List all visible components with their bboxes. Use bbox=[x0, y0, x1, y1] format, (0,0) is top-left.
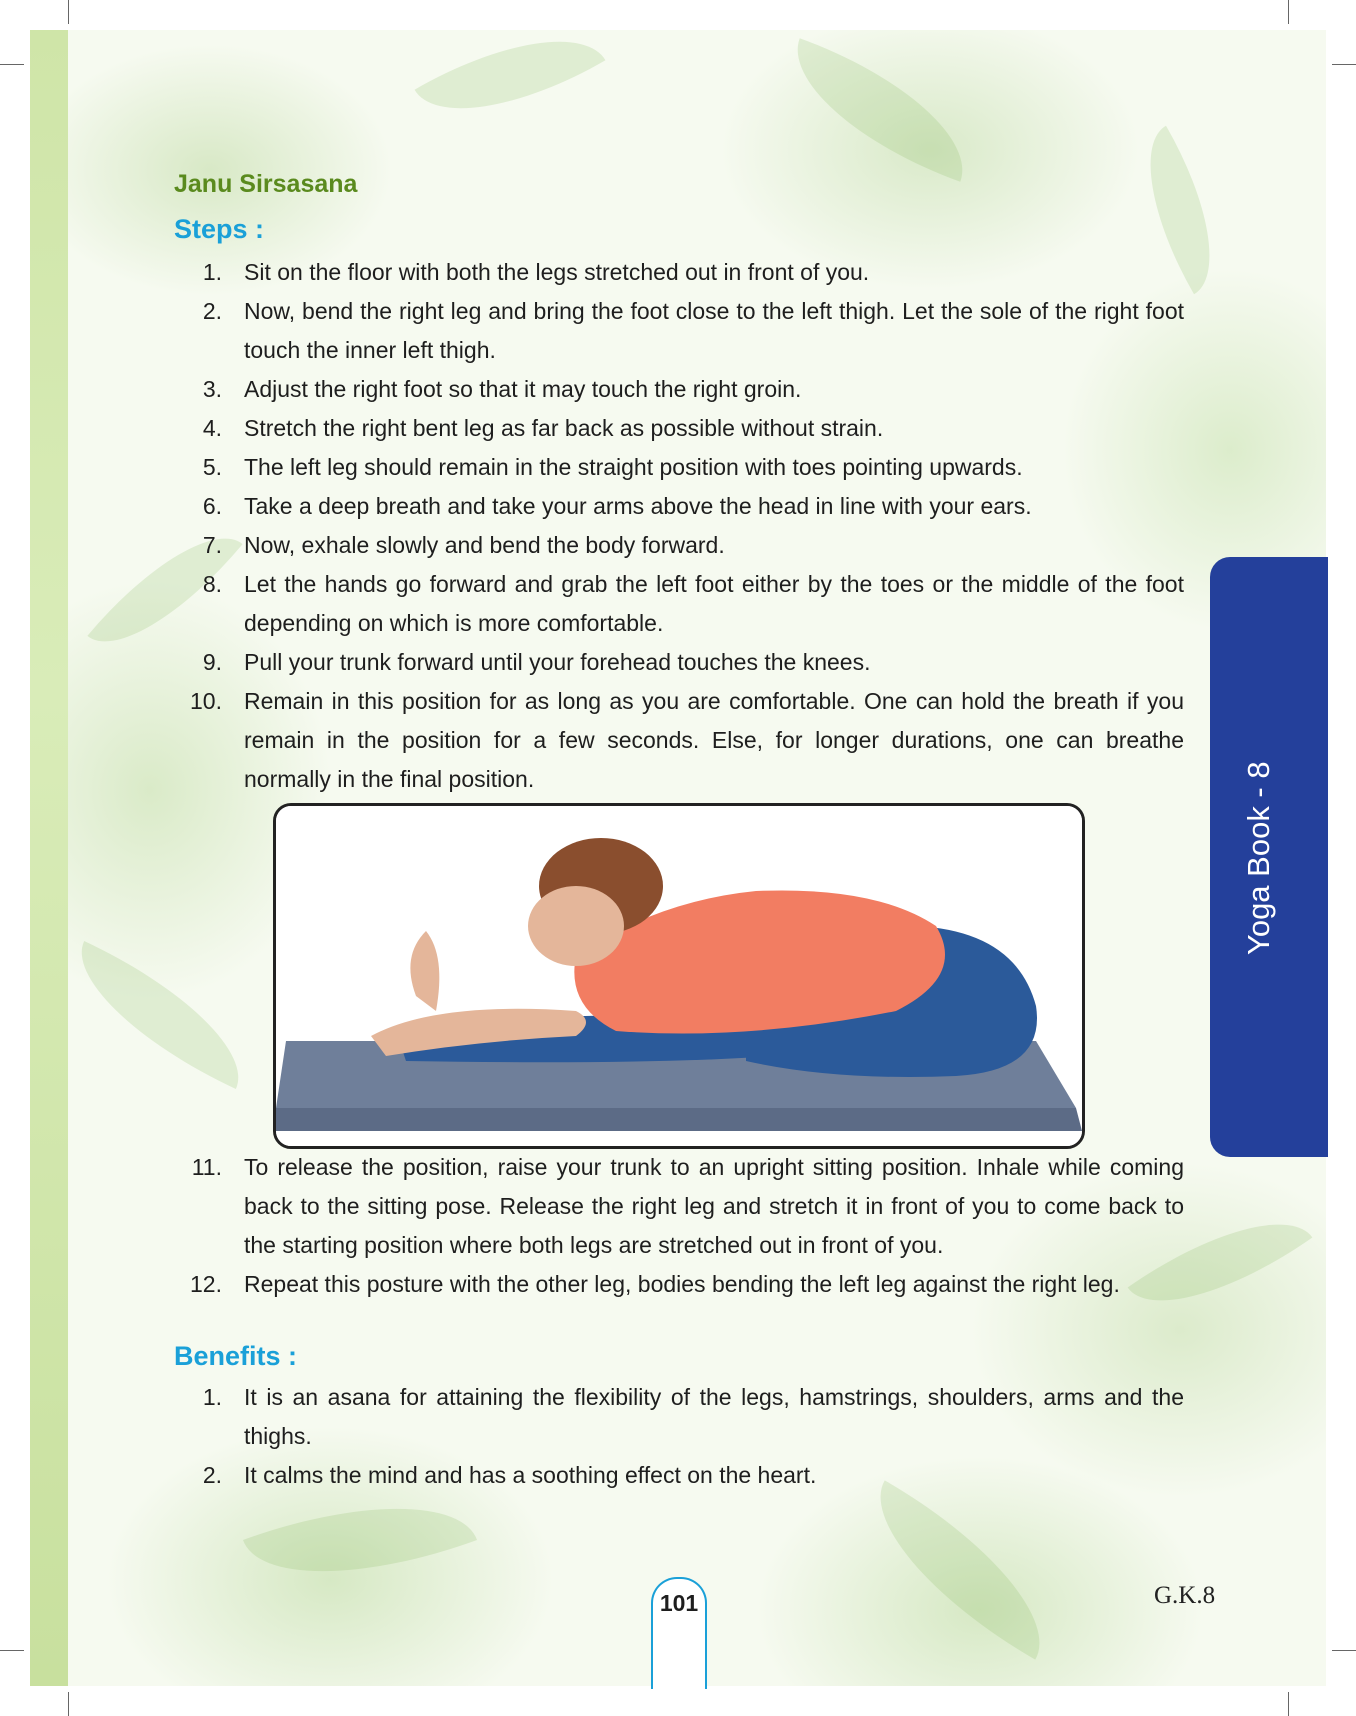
list-item bbox=[174, 253, 1184, 292]
benefit-text: It is an asana for attaining the flexibility of the legs, hamstrings, shoulders, arms and the thighs. bbox=[244, 1384, 1184, 1449]
list-item bbox=[174, 409, 1184, 448]
step-number: 3. bbox=[202, 376, 222, 402]
list-item bbox=[174, 643, 1184, 682]
step-text: To release the position, raise your trunk to an upright sitting position. Inhale while coming back to the sitting pose. Release the right leg and stretch it in front of you to come back to the starting position where both legs are stretched out in front of you. bbox=[244, 1154, 1184, 1258]
list-item bbox=[174, 487, 1184, 526]
benefit-number: 2. bbox=[202, 1462, 222, 1488]
list-item bbox=[174, 448, 1184, 487]
step-number: 10. bbox=[190, 688, 222, 714]
steps-list-part-2 bbox=[174, 1148, 1184, 1304]
step-text: Sit on the floor with both the legs stretched out in front of you. bbox=[244, 259, 870, 285]
step-text: Take a deep breath and take your arms above the head in line with your ears. bbox=[244, 493, 1032, 519]
yoga-mat-edge bbox=[276, 1108, 1082, 1131]
janu-sirsasana-photo bbox=[273, 803, 1085, 1149]
step-text: Repeat this posture with the other leg, bodies bending the left leg against the right leg. bbox=[244, 1271, 1120, 1297]
list-item bbox=[174, 682, 1184, 799]
head bbox=[528, 886, 624, 966]
list-item bbox=[174, 526, 1184, 565]
step-text: Stretch the right bent leg as far back as possible without strain. bbox=[244, 415, 884, 441]
step-text: Now, bend the right leg and bring the foot close to the left thigh. Let the sole of the right foot touch the inner left thigh. bbox=[244, 298, 1184, 363]
step-number: 7. bbox=[202, 532, 222, 558]
step-text: Remain in this position for as long as you are comfortable. One can hold the breath if you remain in the position for a few seconds. Else, for longer durations, one can breathe normally in the final position. bbox=[244, 688, 1184, 792]
step-number: 9. bbox=[202, 649, 222, 675]
list-item bbox=[174, 292, 1184, 370]
list-item bbox=[174, 1265, 1184, 1304]
yoga-pose-illustration bbox=[276, 806, 1082, 1146]
page-number: 101 bbox=[659, 1590, 699, 1616]
side-tab-label: Yoga Book - 8 bbox=[1241, 761, 1276, 955]
list-item bbox=[174, 1456, 1184, 1495]
step-number: 12. bbox=[190, 1271, 222, 1297]
benefits-heading: Benefits : bbox=[174, 1341, 298, 1371]
asana-title: Janu Sirsasana bbox=[174, 170, 358, 198]
step-text: Let the hands go forward and grab the left foot either by the toes or the middle of the foot depending on which is more comfortable. bbox=[244, 571, 1184, 636]
step-number: 1. bbox=[202, 259, 222, 285]
list-item bbox=[174, 565, 1184, 643]
list-item bbox=[174, 1148, 1184, 1265]
step-text: Now, exhale slowly and bend the body forward. bbox=[244, 532, 725, 558]
benefits-list bbox=[174, 1378, 1184, 1495]
step-number: 6. bbox=[202, 493, 222, 519]
step-text: Adjust the right foot so that it may touch the right groin. bbox=[244, 376, 802, 402]
list-item bbox=[174, 370, 1184, 409]
steps-list-part-1 bbox=[174, 253, 1184, 799]
footer-code: G.K.8 bbox=[1154, 1582, 1216, 1609]
step-text: The left leg should remain in the straight position with toes pointing upwards. bbox=[244, 454, 1023, 480]
step-text: Pull your trunk forward until your forehead touches the knees. bbox=[244, 649, 871, 675]
list-item bbox=[174, 1378, 1184, 1456]
benefit-text: It calms the mind and has a soothing effect on the heart. bbox=[244, 1462, 817, 1488]
step-number: 5. bbox=[202, 454, 222, 480]
step-number: 2. bbox=[202, 298, 222, 324]
step-number: 4. bbox=[202, 415, 222, 441]
benefit-number: 1. bbox=[202, 1384, 222, 1410]
step-number: 8. bbox=[202, 571, 222, 597]
steps-heading: Steps : bbox=[174, 214, 265, 244]
step-number: 11. bbox=[191, 1154, 222, 1180]
